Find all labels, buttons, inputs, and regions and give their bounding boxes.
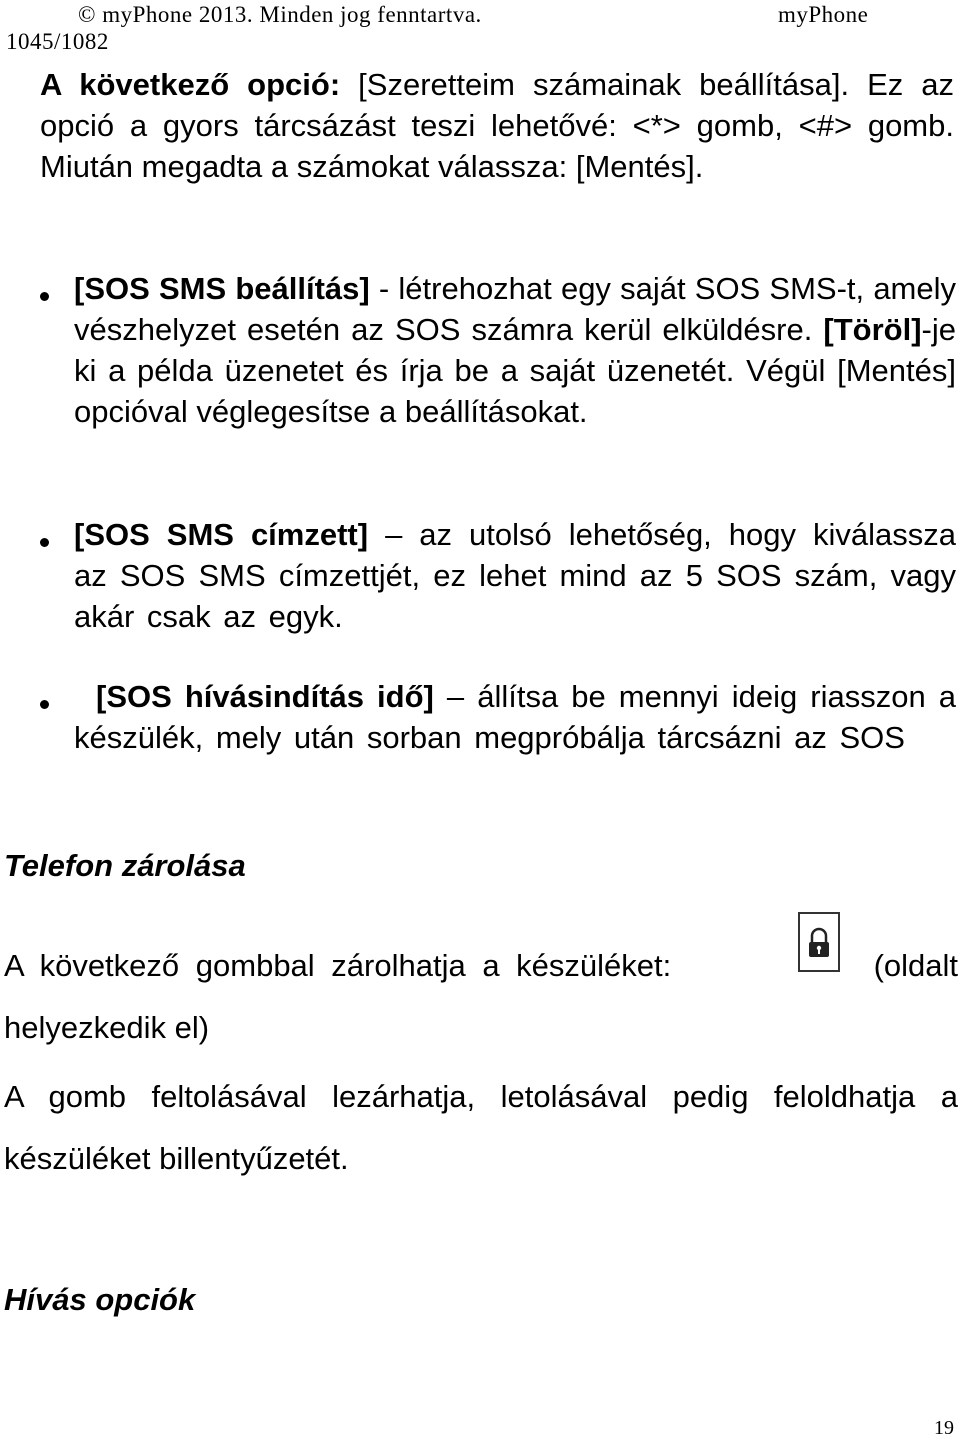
bullet-icon	[40, 538, 49, 547]
lock-slide-paragraph: A gomb feltolásával lezárhatja, letolásával pedig feloldhatja a készüléket billentyűzetét.	[4, 1079, 958, 1176]
bullet-sos-sms-recipient-title: [SOS SMS címzett]	[74, 517, 369, 552]
page-count: 1045/1082	[6, 29, 109, 54]
bullet-sos-call-time-title: [SOS hívásindítás idő]	[96, 679, 434, 714]
intro-text: [Szeretteim számainak beállítása]. Ez az opció a gyors tárcsázást teszi lehetővé: <*> gomb, <#> gomb. Miután megadta a számokat válassza: [Mentés].	[40, 67, 954, 184]
intro-paragraph	[40, 64, 954, 187]
bullet-sos-sms-settings-text-a: - létrehozhat egy saját SOS SMS-t, amely vészhelyzet esetén az SOS számra kerül elküldésre.	[74, 271, 957, 347]
bullet-sos-call-time-text: – állítsa be mennyi ideig riasszon a készülék, mely után sorban megpróbálja tárcsázni az SOS	[74, 679, 956, 755]
bullet-icon	[40, 292, 49, 301]
page-header	[0, 2, 960, 62]
lock-instruction-continuation: helyezkedik el)	[4, 1010, 210, 1045]
bullet-sos-sms-recipient-text: – az utolsó lehetőség, hogy kiválassza az SOS SMS címzettjét, ez lehet mind az 5 SOS szám, vagy akár csak az egyk.	[74, 517, 956, 634]
bullet-sos-sms-settings-text-b: -je ki a példa üzenetet és írja be a saját üzenetét. Végül [Mentés] opcióval véglegesítse a beállításokat.	[74, 312, 956, 429]
lock-instruction-tail: (oldalt	[873, 948, 958, 983]
copyright-notice: © myPhone 2013. Minden jog fenntartva.	[78, 2, 482, 27]
bullet-sos-call-time	[74, 676, 956, 758]
brand-name: myPhone	[778, 2, 869, 27]
intro-bold-lead: A következő opció:	[40, 67, 341, 102]
heading-call-options: Hívás opciók	[4, 1282, 196, 1317]
lock-instruction-text: A következő gombbal zárolhatja a készüléket:	[4, 948, 672, 983]
bullet-sos-sms-recipient	[74, 514, 956, 637]
bullet-sos-sms-settings-title: [SOS SMS beállítás]	[74, 271, 370, 306]
bullet-sos-sms-settings	[74, 268, 956, 432]
bullet-delete-label: [Töröl]	[823, 312, 922, 347]
heading-phone-lock: Telefon zárolása	[4, 848, 246, 883]
bullet-icon	[40, 700, 49, 709]
lock-icon	[798, 912, 840, 972]
page-number: 19	[934, 1417, 954, 1439]
